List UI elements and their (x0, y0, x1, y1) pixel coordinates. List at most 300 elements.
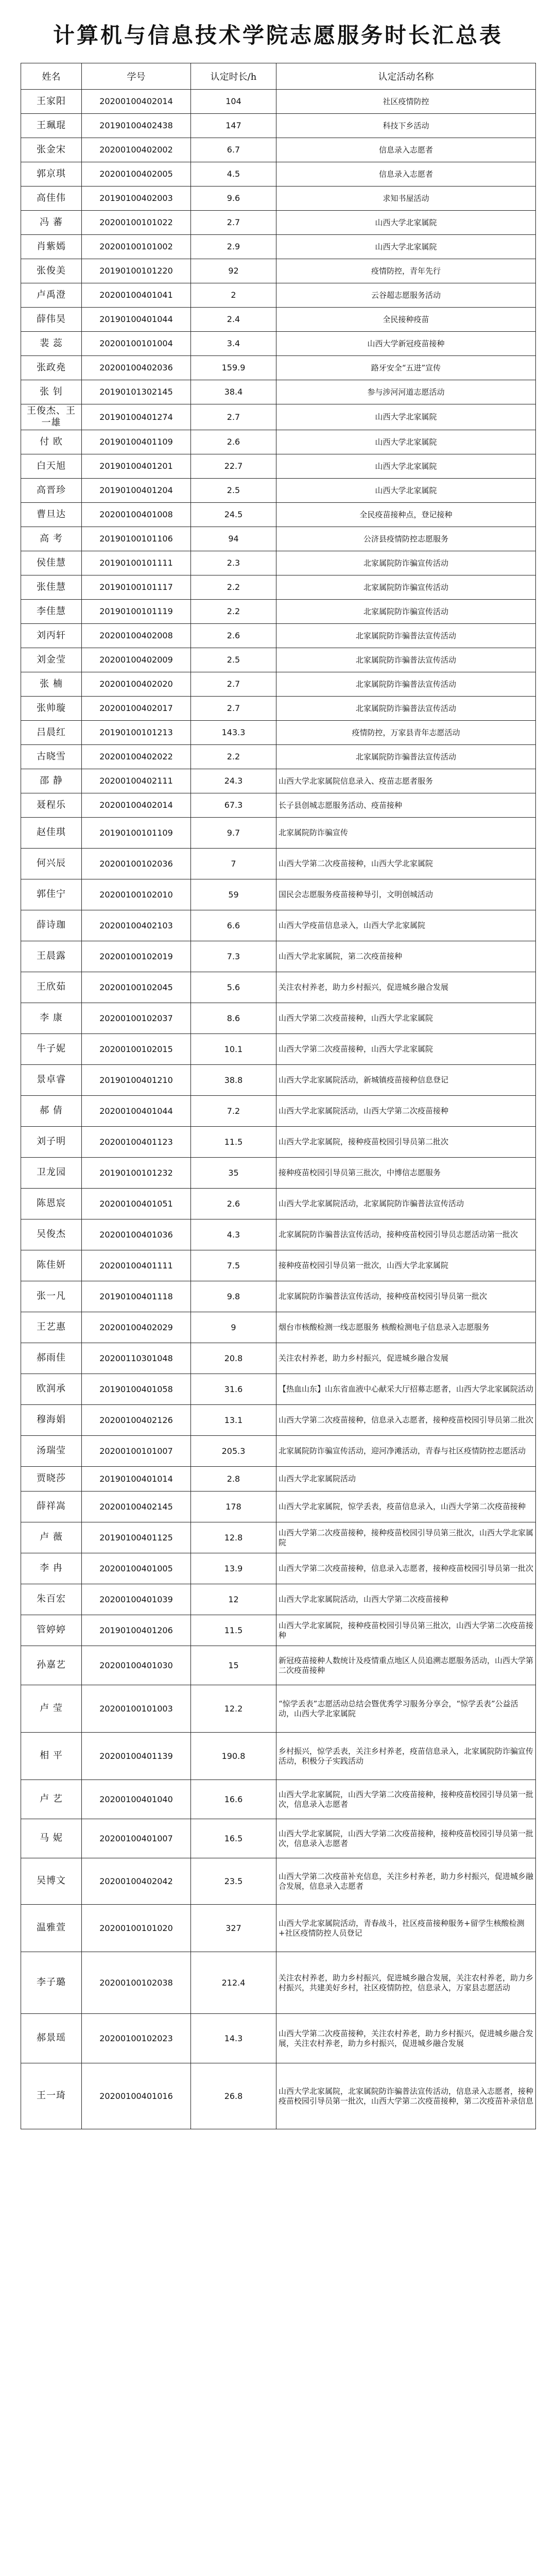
name-cell: 裴 蕊 (21, 332, 82, 356)
name-cell: 薛诗珈 (21, 910, 82, 941)
name-cell: 高 考 (21, 527, 82, 551)
table-row (21, 1250, 536, 1281)
student-id-cell: 20190100401206 (82, 1615, 191, 1646)
name-cell: 相 平 (21, 1733, 82, 1780)
table-row (21, 879, 536, 910)
hours-cell: 3.4 (191, 332, 276, 356)
activity-cell: 山西大学北家属院 (276, 211, 536, 235)
activity-cell: 北家属院防诈骗普法宣传活动，接种疫苗校园引导员第一批次 (276, 1281, 536, 1312)
student-id-cell: 20200100102010 (82, 879, 191, 910)
table-row (21, 2063, 536, 2129)
activity-cell: 北家属院防诈骗宣传活动 (276, 600, 536, 624)
student-id-cell: 20200100401051 (82, 1189, 191, 1219)
student-id-cell: 20190100402438 (82, 114, 191, 138)
name-cell: 张一凡 (21, 1281, 82, 1312)
student-id-cell: 20200100101020 (82, 1905, 191, 1952)
student-id-cell: 20190100101213 (82, 721, 191, 745)
name-cell: 王欣茹 (21, 972, 82, 1003)
activity-cell: 北家属院防诈骗普法宣传活动 (276, 624, 536, 648)
student-id-cell: 20200100101003 (82, 1685, 191, 1733)
table-row (21, 356, 536, 380)
name-cell: 郭佳宁 (21, 879, 82, 910)
name-cell: 陈恩宸 (21, 1189, 82, 1219)
activity-cell: 关注农村养老，助力乡村振兴，促进城乡融合发展 (276, 1343, 536, 1374)
activity-cell: 全民接种疫苗 (276, 308, 536, 332)
hours-cell: 178 (191, 1492, 276, 1522)
hours-cell: 2.9 (191, 235, 276, 259)
name-cell: 马 妮 (21, 1819, 82, 1858)
table-row (21, 1003, 536, 1034)
student-id-cell: 20190100401210 (82, 1065, 191, 1096)
table-row (21, 972, 536, 1003)
activity-cell: 山西大学北家属院，惊学丢表，疫苗信息录入，山西大学第二次疫苗接种 (276, 1492, 536, 1522)
hours-cell: 12.8 (191, 1522, 276, 1553)
activity-cell: 山西大学北家属院活动，山西大学第二次疫苗接种 (276, 1584, 536, 1615)
name-cell: 张俊美 (21, 259, 82, 283)
table-row (21, 1780, 536, 1819)
activity-cell: 北家属院防诈骗普法宣传活动 (276, 745, 536, 769)
hours-cell: 147 (191, 114, 276, 138)
name-cell: 卫龙园 (21, 1158, 82, 1189)
student-id-cell: 20190100401058 (82, 1374, 191, 1405)
student-id-cell: 20190100401201 (82, 454, 191, 479)
activity-cell: 山西大学北家属院活动，青春战斗，社区疫苗接种服务+留学生核酸检测+社区疫情防控人员登记 (276, 1905, 536, 1952)
name-cell: 高晋珍 (21, 479, 82, 503)
activity-cell: 山西大学北家属院，接种疫苗校园引导员第二批次 (276, 1127, 536, 1158)
student-id-cell: 20200100402017 (82, 697, 191, 721)
student-id-cell: 20200100401007 (82, 1819, 191, 1858)
table-row (21, 114, 536, 138)
student-id-cell: 20200100402126 (82, 1405, 191, 1436)
activity-cell: 北家属院防诈骗宣传活动 (276, 575, 536, 600)
hours-cell: 10.1 (191, 1034, 276, 1065)
student-id-cell: 20200100401005 (82, 1553, 191, 1584)
name-cell: 李佳慧 (21, 600, 82, 624)
table-row (21, 1374, 536, 1405)
hours-cell: 9 (191, 1312, 276, 1343)
table-row (21, 1436, 536, 1467)
student-id-cell: 20200100402020 (82, 672, 191, 697)
table-row (21, 503, 536, 527)
student-id-cell: 20190100401044 (82, 308, 191, 332)
table-row (21, 1034, 536, 1065)
table-row (21, 90, 536, 114)
hours-cell: 6.7 (191, 138, 276, 162)
activity-cell: 山西大学疫苗信息录入，山西大学北家属院 (276, 910, 536, 941)
name-cell: 王晨露 (21, 941, 82, 972)
table-row (21, 1819, 536, 1858)
hours-cell: 159.9 (191, 356, 276, 380)
student-id-cell: 20200100402103 (82, 910, 191, 941)
hours-cell: 13.1 (191, 1405, 276, 1436)
name-cell: 欧润承 (21, 1374, 82, 1405)
hours-cell: 2.2 (191, 575, 276, 600)
name-cell: 卢 艺 (21, 1780, 82, 1819)
table-row (21, 1646, 536, 1685)
student-id-cell: 20200100402002 (82, 138, 191, 162)
activity-cell: 路牙安全“五进”宣传 (276, 356, 536, 380)
hours-cell: 327 (191, 1905, 276, 1952)
student-id-cell: 20190100101232 (82, 1158, 191, 1189)
student-id-cell: 20200100401030 (82, 1646, 191, 1685)
table-row (21, 283, 536, 308)
table-row (21, 1858, 536, 1905)
table-row (21, 793, 536, 818)
activity-cell: 山西大学北家属院活动，山西大学第二次疫苗接种 (276, 1096, 536, 1127)
hours-cell: 2.6 (191, 430, 276, 454)
student-id-cell: 20190100101220 (82, 259, 191, 283)
name-cell: 郝雨佳 (21, 1343, 82, 1374)
activity-cell: 烟台市核酸检测一线志愿服务 核酸检测电子信息录入志愿服务 (276, 1312, 536, 1343)
activity-cell: 山西大学第二次疫苗接种，山西大学北家属院 (276, 849, 536, 879)
name-cell: 王一琦 (21, 2063, 82, 2129)
activity-cell: 山西大学北家属院 (276, 404, 536, 430)
hours-cell: 92 (191, 259, 276, 283)
student-id-cell: 20190100401118 (82, 1281, 191, 1312)
table-row (21, 1733, 536, 1780)
hours-cell: 6.6 (191, 910, 276, 941)
activity-cell: 【热血山东】山东省血液中心献采大厅招募志愿者，山西大学北家属院活动 (276, 1374, 536, 1405)
activity-cell: 全民疫苗接种点，登记接种 (276, 503, 536, 527)
table-row (21, 1219, 536, 1250)
activity-cell: 求知书屋活动 (276, 187, 536, 211)
table-row (21, 672, 536, 697)
hours-cell: 7.3 (191, 941, 276, 972)
hours-cell: 2.3 (191, 551, 276, 575)
table-row (21, 600, 536, 624)
hours-cell: 12.2 (191, 1685, 276, 1733)
activity-cell: 北家属院防诈骗宣传活动，迎河净滩活动，青春与社区疫情防控志愿活动 (276, 1436, 536, 1467)
hours-cell: 67.3 (191, 793, 276, 818)
hours-cell: 2.6 (191, 1189, 276, 1219)
student-id-cell: 20200100402022 (82, 745, 191, 769)
hours-cell: 2.7 (191, 211, 276, 235)
table-row (21, 527, 536, 551)
hours-cell: 205.3 (191, 1436, 276, 1467)
student-id-cell: 20200100101002 (82, 235, 191, 259)
table-row (21, 1096, 536, 1127)
activity-cell: 北家属院防诈骗宣传活动 (276, 551, 536, 575)
table-row (21, 380, 536, 404)
name-cell: 聂程乐 (21, 793, 82, 818)
activity-cell: 社区疫情防控 (276, 90, 536, 114)
name-cell: 肖紫嫣 (21, 235, 82, 259)
student-id-cell: 20200100402029 (82, 1312, 191, 1343)
hours-cell: 2.5 (191, 648, 276, 672)
hours-cell: 12 (191, 1584, 276, 1615)
name-cell: 郭京琪 (21, 162, 82, 187)
table-row (21, 1492, 536, 1522)
activity-cell: 山西大学北家属院 (276, 479, 536, 503)
name-cell: 王俊杰、王一雄 (21, 404, 82, 430)
table-row (21, 1685, 536, 1733)
name-cell: 刘丙轩 (21, 624, 82, 648)
hours-cell: 4.3 (191, 1219, 276, 1250)
activity-cell: 疫情防控，万家县青年志愿活动 (276, 721, 536, 745)
activity-cell: 山西大学第二次疫苗补充信息，关注乡村养老，助力乡村振兴，促进城乡融合发展，信息录入志愿者 (276, 1858, 536, 1905)
student-id-cell: 20200100402005 (82, 162, 191, 187)
table-row (21, 2014, 536, 2063)
name-cell: 王家阳 (21, 90, 82, 114)
activity-cell: 山西大学第二次疫苗接种，接种疫苗校园引导员第三批次，山西大学北家属院 (276, 1522, 536, 1553)
table-row (21, 404, 536, 430)
hours-cell: 2 (191, 283, 276, 308)
hours-table (21, 63, 536, 2129)
activity-cell: 接种疫苗校园引导员第三批次，中博信志愿服务 (276, 1158, 536, 1189)
name-cell: 侯佳慧 (21, 551, 82, 575)
name-cell: 穆海娟 (21, 1405, 82, 1436)
student-id-cell: 20200100401008 (82, 503, 191, 527)
student-id-cell: 20190100401125 (82, 1522, 191, 1553)
hours-cell: 23.5 (191, 1858, 276, 1905)
table-row (21, 1405, 536, 1436)
name-cell: 郝景瑶 (21, 2014, 82, 2063)
activity-cell: 北家属院防诈骗普法宣传活动，接种疫苗校园引导员志愿活动第一批次 (276, 1219, 536, 1250)
name-cell: 吴俊杰 (21, 1219, 82, 1250)
hours-cell: 9.8 (191, 1281, 276, 1312)
activity-cell: 山西大学北家属院活动，新城镇疫苗接种信息登记 (276, 1065, 536, 1096)
table-row (21, 332, 536, 356)
student-id-cell: 20200100402009 (82, 648, 191, 672)
name-cell: 孙嘉艺 (21, 1646, 82, 1685)
table-row (21, 1553, 536, 1584)
hours-cell: 212.4 (191, 1952, 276, 2014)
hours-cell: 22.7 (191, 454, 276, 479)
name-cell: 张政堯 (21, 356, 82, 380)
activity-cell: 北家属院防诈骗普法宣传活动 (276, 697, 536, 721)
student-id-cell: 20190100401109 (82, 430, 191, 454)
name-cell: 吕晨红 (21, 721, 82, 745)
student-id-cell: 20200110301048 (82, 1343, 191, 1374)
hours-cell: 31.6 (191, 1374, 276, 1405)
student-id-cell: 20190100401204 (82, 479, 191, 503)
table-row (21, 849, 536, 879)
hours-cell: 2.6 (191, 624, 276, 648)
table-row (21, 479, 536, 503)
hours-cell: 35 (191, 1158, 276, 1189)
table-row (21, 187, 536, 211)
table-row (21, 941, 536, 972)
activity-cell: 山西大学北家属院 (276, 235, 536, 259)
header-student-id: 学号 (82, 63, 191, 90)
activity-cell: 关注农村养老，助力乡村振兴，促进城乡融合发展，关注农村养老，助力乡村振兴，共建美好乡村，社区疫情防控，信息录入，万家县志愿活动 (276, 1952, 536, 2014)
activity-cell: 参与涉河河道志愿活动 (276, 380, 536, 404)
name-cell: 卢 莹 (21, 1685, 82, 1733)
table-row (21, 1127, 536, 1158)
student-id-cell: 20200100402111 (82, 769, 191, 793)
student-id-cell: 20200100102019 (82, 941, 191, 972)
name-cell: 付 欧 (21, 430, 82, 454)
hours-cell: 24.3 (191, 769, 276, 793)
activity-cell: 接种疫苗校园引导员第一批次，山西大学北家属院 (276, 1250, 536, 1281)
table-row (21, 1952, 536, 2014)
name-cell: 刘金莹 (21, 648, 82, 672)
table-body (21, 90, 536, 2129)
hours-cell: 2.2 (191, 600, 276, 624)
table-row (21, 551, 536, 575)
student-id-cell: 20200100401016 (82, 2063, 191, 2129)
activity-cell: 山西大学新冠疫苗接种 (276, 332, 536, 356)
name-cell: 卢 薇 (21, 1522, 82, 1553)
student-id-cell: 20190100101119 (82, 600, 191, 624)
table-row (21, 162, 536, 187)
name-cell: 卢禹澄 (21, 283, 82, 308)
student-id-cell: 20190100101106 (82, 527, 191, 551)
table-row (21, 721, 536, 745)
student-id-cell: 20200100401111 (82, 1250, 191, 1281)
activity-cell: 国民会志愿服务疫苗接种导引，文明创城活动 (276, 879, 536, 910)
name-cell: 王艺惠 (21, 1312, 82, 1343)
table-row (21, 430, 536, 454)
table-row (21, 1467, 536, 1492)
name-cell: 古晓雪 (21, 745, 82, 769)
name-cell: 曹旦达 (21, 503, 82, 527)
student-id-cell: 20190100402003 (82, 187, 191, 211)
hours-cell: 2.8 (191, 1467, 276, 1492)
student-id-cell: 20200100102045 (82, 972, 191, 1003)
table-row (21, 1189, 536, 1219)
student-id-cell: 20190100101109 (82, 818, 191, 849)
activity-cell: 云谷超志愿服务活动 (276, 283, 536, 308)
name-cell: 张 钊 (21, 380, 82, 404)
activity-cell: 疫情防控，青年先行 (276, 259, 536, 283)
student-id-cell: 20200100401041 (82, 283, 191, 308)
student-id-cell: 20200100402145 (82, 1492, 191, 1522)
student-id-cell: 20200100102036 (82, 849, 191, 879)
student-id-cell: 20200100102023 (82, 2014, 191, 2063)
student-id-cell: 20200100401040 (82, 1780, 191, 1819)
student-id-cell: 20190101302145 (82, 380, 191, 404)
hours-cell: 9.6 (191, 187, 276, 211)
table-row (21, 1312, 536, 1343)
name-cell: 张 楠 (21, 672, 82, 697)
student-id-cell: 20190100101117 (82, 575, 191, 600)
hours-cell: 38.4 (191, 380, 276, 404)
table-row (21, 1281, 536, 1312)
student-id-cell: 20200100402042 (82, 1858, 191, 1905)
student-id-cell: 20200100102037 (82, 1003, 191, 1034)
hours-cell: 11.5 (191, 1615, 276, 1646)
name-cell: 张帅璇 (21, 697, 82, 721)
name-cell: 邵 静 (21, 769, 82, 793)
activity-cell: 乡村振兴，惊学丢表，关注乡村养老，疫苗信息录入，北家属院防诈骗宣传活动，积极分子实践活动 (276, 1733, 536, 1780)
hours-cell: 2.2 (191, 745, 276, 769)
name-cell: 李 康 (21, 1003, 82, 1034)
name-cell: 景卓睿 (21, 1065, 82, 1096)
activity-cell: 山西大学第二次疫苗接种，信息录入志愿者，接种疫苗校园引导员第二批次 (276, 1405, 536, 1436)
name-cell: 冯 蕃 (21, 211, 82, 235)
activity-cell: 北家属院防诈骗宣传 (276, 818, 536, 849)
table-row (21, 211, 536, 235)
name-cell: 赵佳琪 (21, 818, 82, 849)
activity-cell: “惊学丢表”志愿活动总结会暨优秀学习服务分享会，“惊学丢表”公益活动，山西大学北家属院 (276, 1685, 536, 1733)
activity-cell: 科技下乡活动 (276, 114, 536, 138)
hours-cell: 5.6 (191, 972, 276, 1003)
activity-cell: 北家属院防诈骗普法宣传活动 (276, 648, 536, 672)
hours-cell: 190.8 (191, 1733, 276, 1780)
student-id-cell: 20200100402008 (82, 624, 191, 648)
activity-cell: 长子县创城志愿服务活动、疫苗接种 (276, 793, 536, 818)
name-cell: 吴博文 (21, 1858, 82, 1905)
student-id-cell: 20200100401036 (82, 1219, 191, 1250)
activity-cell: 山西大学北家属院 (276, 430, 536, 454)
name-cell: 刘子明 (21, 1127, 82, 1158)
hours-cell: 38.8 (191, 1065, 276, 1096)
table-row (21, 308, 536, 332)
hours-cell: 14.3 (191, 2014, 276, 2063)
activity-cell: 山西大学北家属院，接种疫苗校园引导员第三批次，山西大学第二次疫苗接种 (276, 1615, 536, 1646)
table-row (21, 624, 536, 648)
hours-cell: 7.2 (191, 1096, 276, 1127)
header-hours: 认定时长/h (191, 63, 276, 90)
activity-cell: 山西大学北家属院活动，北家属院防诈骗普法宣传活动 (276, 1189, 536, 1219)
table-row (21, 575, 536, 600)
name-cell: 王珮琨 (21, 114, 82, 138)
student-id-cell: 20200100402014 (82, 90, 191, 114)
name-cell: 高佳伟 (21, 187, 82, 211)
hours-cell: 11.5 (191, 1127, 276, 1158)
name-cell: 陈佳妍 (21, 1250, 82, 1281)
table-row (21, 1522, 536, 1553)
student-id-cell: 20200100101004 (82, 332, 191, 356)
name-cell: 汤瑞莹 (21, 1436, 82, 1467)
activity-cell: 山西大学北家属院信息录入、疫苗志愿者服务 (276, 769, 536, 793)
name-cell: 薛祥嵩 (21, 1492, 82, 1522)
hours-cell: 16.6 (191, 1780, 276, 1819)
student-id-cell: 20190100401014 (82, 1467, 191, 1492)
activity-cell: 新冠疫苗接种人数统计及疫情重点地区人员追溯志愿服务活动，山西大学第二次疫苗接种 (276, 1646, 536, 1685)
table-header-row (21, 63, 536, 90)
table-row (21, 1615, 536, 1646)
student-id-cell: 20200100401123 (82, 1127, 191, 1158)
name-cell: 薛伟昊 (21, 308, 82, 332)
table-row (21, 235, 536, 259)
name-cell: 牛子妮 (21, 1034, 82, 1065)
hours-cell: 2.7 (191, 672, 276, 697)
activity-cell: 山西大学北家属院，山西大学第二次疫苗接种，接种疫苗校园引导员第一批次，信息录入志愿者 (276, 1780, 536, 1819)
table-row (21, 910, 536, 941)
name-cell: 白天旭 (21, 454, 82, 479)
table-row (21, 1065, 536, 1096)
activity-cell: 山西大学第二次疫苗接种，关注农村养老，助力乡村振兴，促进城乡融合发展，关注农村养老，助力乡村振兴，促进城乡融合发展 (276, 2014, 536, 2063)
name-cell: 朱百宏 (21, 1584, 82, 1615)
table-row (21, 454, 536, 479)
hours-cell: 7 (191, 849, 276, 879)
student-id-cell: 20200100101007 (82, 1436, 191, 1467)
hours-cell: 13.9 (191, 1553, 276, 1584)
hours-cell: 20.8 (191, 1343, 276, 1374)
activity-cell: 山西大学北家属院活动 (276, 1467, 536, 1492)
student-id-cell: 20200100402014 (82, 793, 191, 818)
hours-cell: 2.4 (191, 308, 276, 332)
activity-cell: 山西大学北家属院，山西大学第二次疫苗接种，接种疫苗校园引导员第一批次，信息录入志愿者 (276, 1819, 536, 1858)
activity-cell: 信息录入志愿者 (276, 138, 536, 162)
activity-cell: 山西大学北家属院 (276, 454, 536, 479)
hours-cell: 59 (191, 879, 276, 910)
student-id-cell: 20200100102038 (82, 1952, 191, 2014)
header-name: 姓名 (21, 63, 82, 90)
activity-cell: 北家属院防诈骗普法宣传活动 (276, 672, 536, 697)
hours-cell: 2.7 (191, 404, 276, 430)
hours-cell: 8.6 (191, 1003, 276, 1034)
student-id-cell: 20190100101111 (82, 551, 191, 575)
student-id-cell: 20190100401274 (82, 404, 191, 430)
student-id-cell: 20200100401044 (82, 1096, 191, 1127)
hours-cell: 16.5 (191, 1819, 276, 1858)
hours-cell: 15 (191, 1646, 276, 1685)
hours-cell: 2.7 (191, 697, 276, 721)
name-cell: 李子璐 (21, 1952, 82, 2014)
